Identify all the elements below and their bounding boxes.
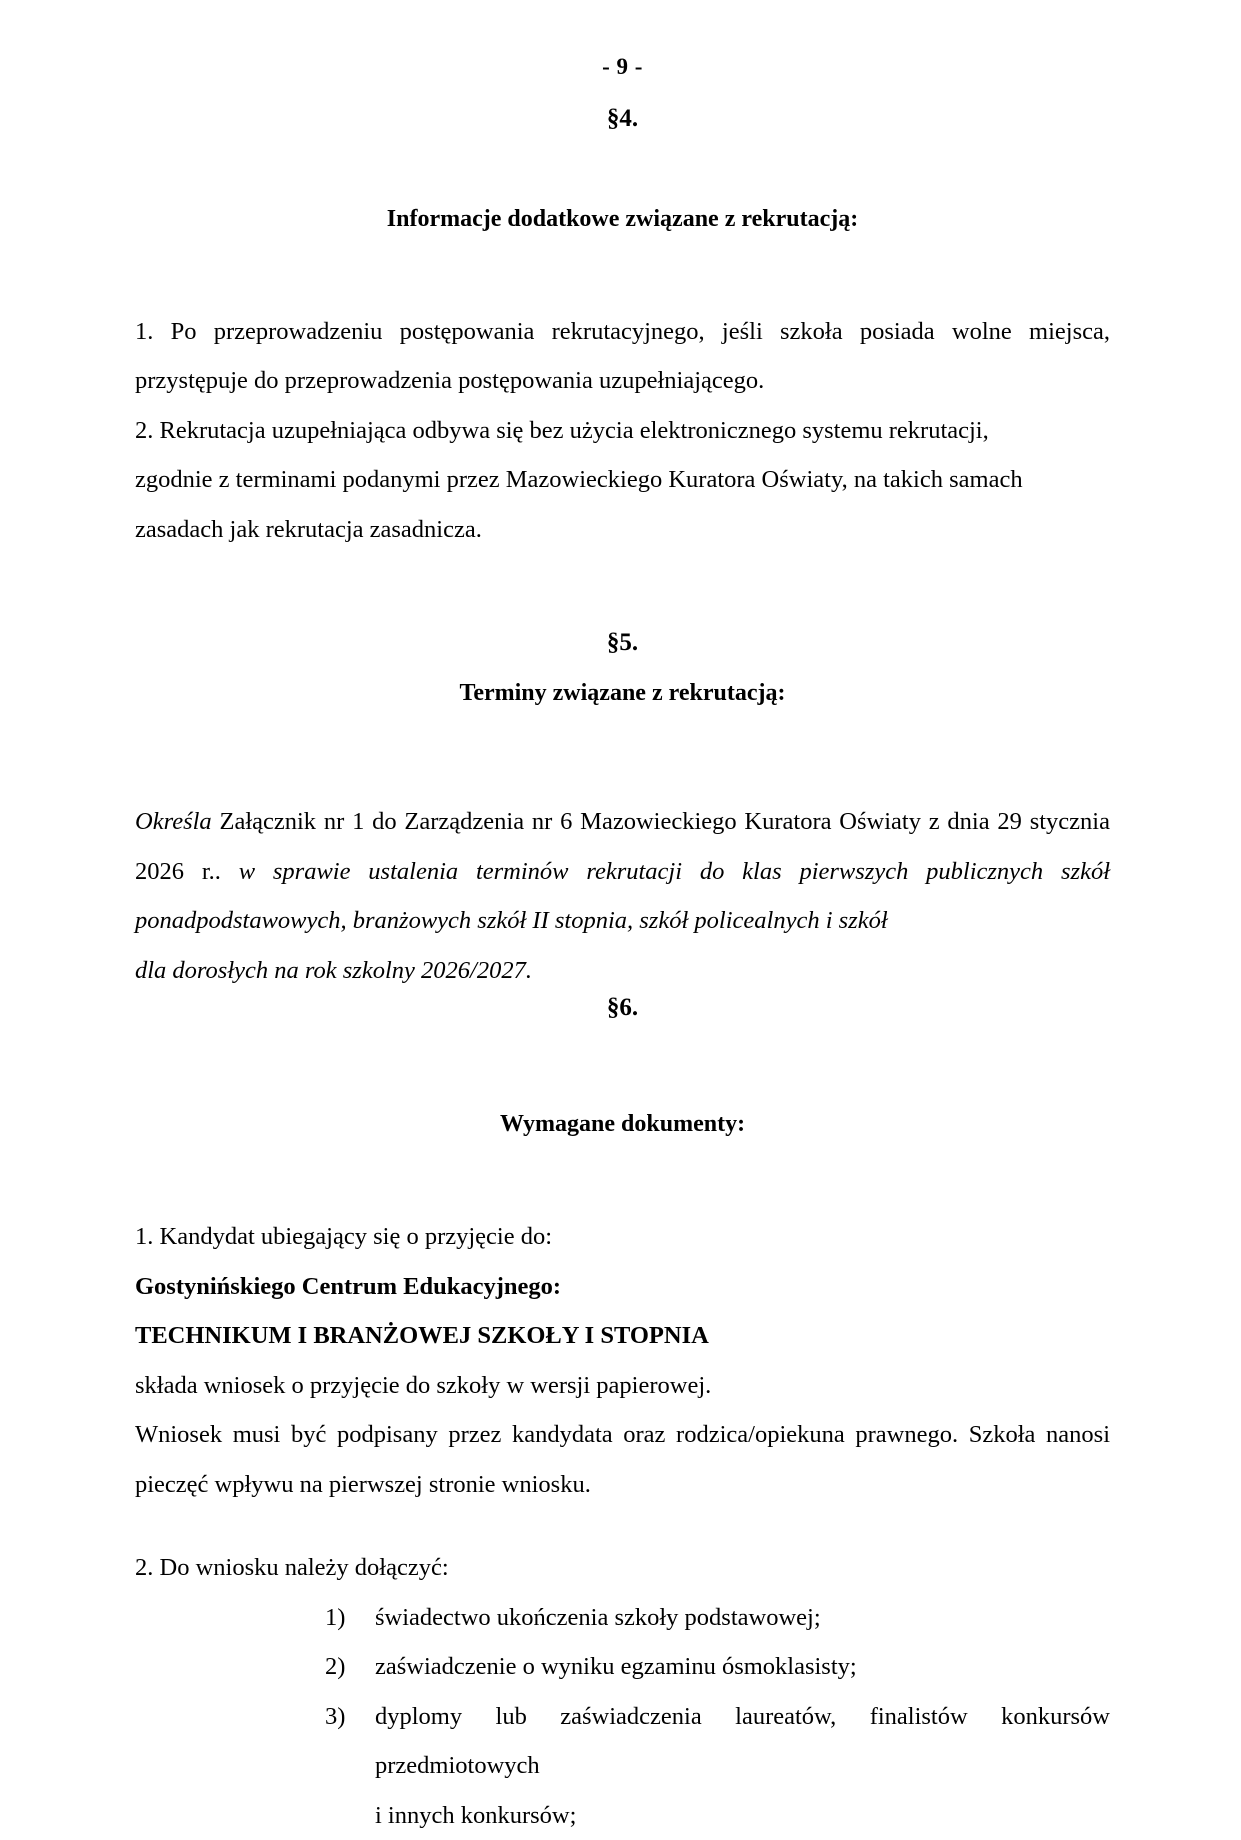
section-mark-5: §5. [606, 629, 639, 657]
paragraph-4-1 [135, 307, 1110, 406]
zalacznik-regular: Załącznik nr 1 do Zarządzenia nr 6 Mazowieckiego Kuratora Oświaty z dnia 29 stycznia 2026 r.. [135, 808, 1110, 885]
w-sprawie-italic: w sprawie ustalenia terminów rekrutacji do klas pierwszych publicznych szkół ponadpodstawowych, branżowych szkół II stopnia, szkół policealnych i szkół [135, 857, 1110, 935]
okresla-italic: Określa [135, 808, 212, 836]
spacer [135, 554, 1110, 630]
spacer [135, 705, 1110, 797]
list-item-label: dyplomy lub zaświadczenia laureatów, finalistów konkursów przedmiotowych [375, 1702, 1110, 1780]
paragraph-4-1-line-2: przystępuje do przeprowadzenia postępowania uzupełniającego. [135, 367, 765, 395]
list-item-label: świadectwo ukończenia szkoły podstawowej; [375, 1603, 821, 1631]
list-item-label: zaświadczenie o wyniku egzaminu ósmoklasisty; [375, 1653, 857, 1681]
attachments-list [135, 1593, 1110, 1840]
section-title-6: Wymagane dokumenty: [499, 1111, 746, 1138]
list-item-marker: 2) [325, 1653, 346, 1681]
paragraph-6-intro: 1. Kandydat ubiegający się o przyjęcie do: [135, 1223, 553, 1251]
paragraph-6-after: składa wniosek o przyjęcie do szkoły w wersji papierowej. [135, 1371, 712, 1399]
spacer [135, 1136, 1110, 1212]
paragraph-6-2-line-1: Wniosek musi być podpisany przez kandydata oraz rodzica/opiekuna prawnego. Szkoła [135, 1421, 1036, 1449]
page-content [135, 55, 1110, 1840]
paragraph-4-2-line-2: zgodnie z terminami podanymi przez Mazowieckiego Kuratora Oświaty, na takich samach [135, 466, 1023, 494]
paragraph-6-2-line-2: nanosi pieczęć wpływu na pierwszej stronie wniosku. [135, 1421, 1110, 1498]
list-item-continuation: i innych konkursów; [375, 1801, 577, 1829]
school-name-technikum: TECHNIKUM I BRANŻOWEJ SZKOŁY I STOPNIA [135, 1322, 709, 1350]
spacer [135, 1509, 1110, 1543]
school-name-centrum: Gostynińskiego Centrum Edukacyjnego: [135, 1272, 562, 1300]
spacer [135, 655, 1110, 681]
section-title-4: Informacje dodatkowe związane z rekrutacją: [386, 206, 859, 232]
list-item [135, 1692, 1110, 1840]
paragraph-4-1-line-1: 1. Po przeprowadzeniu postępowania rekrutacyjnego, jeśli szkoła posiada wolne miejsca, [135, 318, 1110, 345]
spacer [135, 231, 1110, 307]
spacer [135, 131, 1110, 207]
spacer [135, 1020, 1110, 1112]
paragraph-5-1 [135, 797, 1110, 945]
page-number: - 9 - [602, 54, 643, 79]
paragraph-4-2-line-1: 2. Rekrutacja uzupełniająca odbywa się bez użycia elektronicznego systemu rekrutacji, [135, 416, 989, 444]
list-item [135, 1593, 1110, 1642]
paragraph-5-1-last-line: dla dorosłych na rok szkolny 2026/2027. [135, 956, 532, 984]
paragraph-6-2 [135, 1410, 1110, 1509]
list-item [135, 1642, 1110, 1691]
list-item-marker: 3) [325, 1702, 346, 1730]
paragraph-6-3-intro: 2. Do wniosku należy dołączyć: [135, 1554, 449, 1582]
section-mark-4: §4. [606, 105, 639, 132]
paragraph-4-2-line-3: zasadach jak rekrutacja zasadnicza. [135, 515, 482, 543]
section-mark-6: §6. [606, 994, 639, 1022]
section-title-5: Terminy związane z rekrutacją: [459, 680, 786, 707]
list-item-marker: 1) [325, 1603, 346, 1631]
